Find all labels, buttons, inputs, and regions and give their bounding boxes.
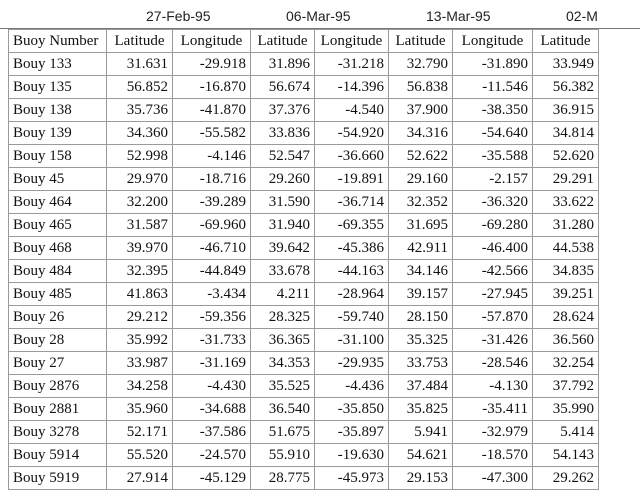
latitude-cell: 36.365 [251, 329, 315, 352]
longitude-cell: -36.714 [315, 191, 389, 214]
buoy-name-cell: Bouy 2881 [9, 398, 107, 421]
latitude-cell: 5.414 [533, 421, 599, 444]
longitude-cell: -44.163 [315, 260, 389, 283]
longitude-cell: -28.964 [315, 283, 389, 306]
longitude-cell: -35.897 [315, 421, 389, 444]
longitude-cell: -37.586 [173, 421, 251, 444]
longitude-cell: -32.979 [453, 421, 533, 444]
longitude-cell: -59.356 [173, 306, 251, 329]
longitude-cell: -19.630 [315, 444, 389, 467]
buoy-name-cell: Bouy 5919 [9, 467, 107, 490]
latitude-cell: 32.254 [533, 352, 599, 375]
longitude-cell: -42.566 [453, 260, 533, 283]
column-header-latitude: Latitude [533, 30, 599, 53]
longitude-cell: -4.146 [173, 145, 251, 168]
buoy-name-cell: Bouy 484 [9, 260, 107, 283]
longitude-cell: -38.350 [453, 99, 533, 122]
latitude-cell: 4.211 [251, 283, 315, 306]
latitude-cell: 35.325 [389, 329, 453, 352]
longitude-cell: -29.918 [173, 53, 251, 76]
latitude-cell: 28.150 [389, 306, 453, 329]
longitude-cell: -44.849 [173, 260, 251, 283]
latitude-cell: 37.484 [389, 375, 453, 398]
buoy-name-cell: Bouy 485 [9, 283, 107, 306]
latitude-cell: 55.520 [107, 444, 173, 467]
longitude-cell: -35.411 [453, 398, 533, 421]
latitude-cell: 31.896 [251, 53, 315, 76]
latitude-cell: 33.949 [533, 53, 599, 76]
latitude-cell: 52.547 [251, 145, 315, 168]
latitude-cell: 36.540 [251, 398, 315, 421]
latitude-cell: 37.900 [389, 99, 453, 122]
longitude-cell: -55.582 [173, 122, 251, 145]
longitude-cell: -47.300 [453, 467, 533, 490]
latitude-cell: 34.316 [389, 122, 453, 145]
longitude-cell: -18.716 [173, 168, 251, 191]
table-row [9, 260, 599, 283]
longitude-cell: -2.157 [453, 168, 533, 191]
longitude-cell: -4.430 [173, 375, 251, 398]
longitude-cell: -36.660 [315, 145, 389, 168]
table-row [9, 283, 599, 306]
table-row [9, 168, 599, 191]
latitude-cell: 39.970 [107, 237, 173, 260]
buoy-name-cell: Bouy 468 [9, 237, 107, 260]
latitude-cell: 35.525 [251, 375, 315, 398]
longitude-cell: -45.386 [315, 237, 389, 260]
latitude-cell: 29.291 [533, 168, 599, 191]
latitude-cell: 34.814 [533, 122, 599, 145]
table-row [9, 237, 599, 260]
latitude-cell: 32.352 [389, 191, 453, 214]
longitude-cell: -29.935 [315, 352, 389, 375]
column-header-latitude: Latitude [107, 30, 173, 53]
latitude-cell: 33.622 [533, 191, 599, 214]
latitude-cell: 31.587 [107, 214, 173, 237]
buoy-name-cell: Bouy 27 [9, 352, 107, 375]
table-row [9, 214, 599, 237]
latitude-cell: 54.143 [533, 444, 599, 467]
latitude-cell: 35.825 [389, 398, 453, 421]
date-label: 02-M [566, 8, 598, 24]
buoy-name-cell: Bouy 45 [9, 168, 107, 191]
table-row [9, 421, 599, 444]
column-header-longitude: Longitude [173, 30, 251, 53]
longitude-cell: -31.218 [315, 53, 389, 76]
longitude-cell: -31.426 [453, 329, 533, 352]
buoy-name-cell: Bouy 138 [9, 99, 107, 122]
longitude-cell: -46.400 [453, 237, 533, 260]
buoy-name-cell: Bouy 2876 [9, 375, 107, 398]
longitude-cell: -31.169 [173, 352, 251, 375]
column-header-buoy-number: Buoy Number [9, 30, 107, 53]
latitude-cell: 28.325 [251, 306, 315, 329]
longitude-cell: -35.588 [453, 145, 533, 168]
latitude-cell: 51.675 [251, 421, 315, 444]
buoy-name-cell: Bouy 465 [9, 214, 107, 237]
longitude-cell: -34.688 [173, 398, 251, 421]
latitude-cell: 52.998 [107, 145, 173, 168]
latitude-cell: 39.642 [251, 237, 315, 260]
buoy-name-cell: Bouy 3278 [9, 421, 107, 444]
latitude-cell: 33.987 [107, 352, 173, 375]
table-row [9, 53, 599, 76]
column-header-latitude: Latitude [389, 30, 453, 53]
buoy-name-cell: Bouy 135 [9, 76, 107, 99]
buoy-name-cell: Bouy 139 [9, 122, 107, 145]
latitude-cell: 35.990 [533, 398, 599, 421]
latitude-cell: 36.915 [533, 99, 599, 122]
latitude-cell: 42.911 [389, 237, 453, 260]
table-row [9, 122, 599, 145]
longitude-cell: -19.891 [315, 168, 389, 191]
longitude-cell: -59.740 [315, 306, 389, 329]
date-label: 06-Mar-95 [286, 8, 351, 24]
column-header-row [9, 30, 599, 53]
table-body [9, 53, 599, 490]
table-row [9, 329, 599, 352]
longitude-cell: -4.436 [315, 375, 389, 398]
longitude-cell: -28.546 [453, 352, 533, 375]
longitude-cell: -35.850 [315, 398, 389, 421]
latitude-cell: 29.970 [107, 168, 173, 191]
latitude-cell: 39.251 [533, 283, 599, 306]
longitude-cell: -54.920 [315, 122, 389, 145]
column-header-longitude: Longitude [453, 30, 533, 53]
latitude-cell: 37.376 [251, 99, 315, 122]
latitude-cell: 52.171 [107, 421, 173, 444]
latitude-cell: 56.852 [107, 76, 173, 99]
latitude-cell: 5.941 [389, 421, 453, 444]
longitude-cell: -36.320 [453, 191, 533, 214]
longitude-cell: -4.130 [453, 375, 533, 398]
table-row [9, 145, 599, 168]
table-row [9, 191, 599, 214]
longitude-cell: -14.396 [315, 76, 389, 99]
latitude-cell: 34.258 [107, 375, 173, 398]
longitude-cell: -31.733 [173, 329, 251, 352]
longitude-cell: -54.640 [453, 122, 533, 145]
latitude-cell: 37.792 [533, 375, 599, 398]
latitude-cell: 56.382 [533, 76, 599, 99]
table-row [9, 467, 599, 490]
longitude-cell: -45.129 [173, 467, 251, 490]
latitude-cell: 56.838 [389, 76, 453, 99]
latitude-cell: 32.790 [389, 53, 453, 76]
longitude-cell: -57.870 [453, 306, 533, 329]
buoy-name-cell: Bouy 464 [9, 191, 107, 214]
latitude-cell: 32.200 [107, 191, 173, 214]
longitude-cell: -3.434 [173, 283, 251, 306]
date-label: 27-Feb-95 [146, 8, 211, 24]
table-row [9, 76, 599, 99]
latitude-cell: 31.695 [389, 214, 453, 237]
latitude-cell: 52.622 [389, 145, 453, 168]
buoy-name-cell: Bouy 133 [9, 53, 107, 76]
table-row [9, 444, 599, 467]
latitude-cell: 29.212 [107, 306, 173, 329]
latitude-cell: 29.160 [389, 168, 453, 191]
latitude-cell: 31.940 [251, 214, 315, 237]
longitude-cell: -18.570 [453, 444, 533, 467]
latitude-cell: 33.678 [251, 260, 315, 283]
latitude-cell: 56.674 [251, 76, 315, 99]
longitude-cell: -31.890 [453, 53, 533, 76]
latitude-cell: 34.146 [389, 260, 453, 283]
table-row [9, 306, 599, 329]
longitude-cell: -45.973 [315, 467, 389, 490]
latitude-cell: 35.960 [107, 398, 173, 421]
latitude-cell: 29.260 [251, 168, 315, 191]
latitude-cell: 29.153 [389, 467, 453, 490]
latitude-cell: 33.753 [389, 352, 453, 375]
longitude-cell: -46.710 [173, 237, 251, 260]
latitude-cell: 34.835 [533, 260, 599, 283]
latitude-cell: 28.624 [533, 306, 599, 329]
longitude-cell: -41.870 [173, 99, 251, 122]
latitude-cell: 55.910 [251, 444, 315, 467]
longitude-cell: -69.280 [453, 214, 533, 237]
longitude-cell: -39.289 [173, 191, 251, 214]
date-header-row [0, 6, 640, 28]
latitude-cell: 34.360 [107, 122, 173, 145]
latitude-cell: 44.538 [533, 237, 599, 260]
latitude-cell: 36.560 [533, 329, 599, 352]
buoy-name-cell: Bouy 158 [9, 145, 107, 168]
buoy-name-cell: Bouy 28 [9, 329, 107, 352]
latitude-cell: 35.736 [107, 99, 173, 122]
latitude-cell: 33.836 [251, 122, 315, 145]
latitude-cell: 29.262 [533, 467, 599, 490]
latitude-cell: 35.992 [107, 329, 173, 352]
latitude-cell: 52.620 [533, 145, 599, 168]
longitude-cell: -4.540 [315, 99, 389, 122]
column-header-longitude: Longitude [315, 30, 389, 53]
latitude-cell: 34.353 [251, 352, 315, 375]
latitude-cell: 39.157 [389, 283, 453, 306]
longitude-cell: -69.355 [315, 214, 389, 237]
latitude-cell: 27.914 [107, 467, 173, 490]
latitude-cell: 31.280 [533, 214, 599, 237]
longitude-cell: -69.960 [173, 214, 251, 237]
table-row [9, 398, 599, 421]
longitude-cell: -31.100 [315, 329, 389, 352]
latitude-cell: 31.631 [107, 53, 173, 76]
date-label: 13-Mar-95 [426, 8, 491, 24]
latitude-cell: 41.863 [107, 283, 173, 306]
longitude-cell: -11.546 [453, 76, 533, 99]
latitude-cell: 32.395 [107, 260, 173, 283]
longitude-cell: -16.870 [173, 76, 251, 99]
column-header-latitude: Latitude [251, 30, 315, 53]
table-row [9, 375, 599, 398]
table-row [9, 99, 599, 122]
latitude-cell: 31.590 [251, 191, 315, 214]
buoy-name-cell: Bouy 26 [9, 306, 107, 329]
longitude-cell: -27.945 [453, 283, 533, 306]
latitude-cell: 28.775 [251, 467, 315, 490]
latitude-cell: 54.621 [389, 444, 453, 467]
longitude-cell: -24.570 [173, 444, 251, 467]
table-row [9, 352, 599, 375]
buoy-name-cell: Bouy 5914 [9, 444, 107, 467]
buoy-position-table [8, 29, 599, 490]
